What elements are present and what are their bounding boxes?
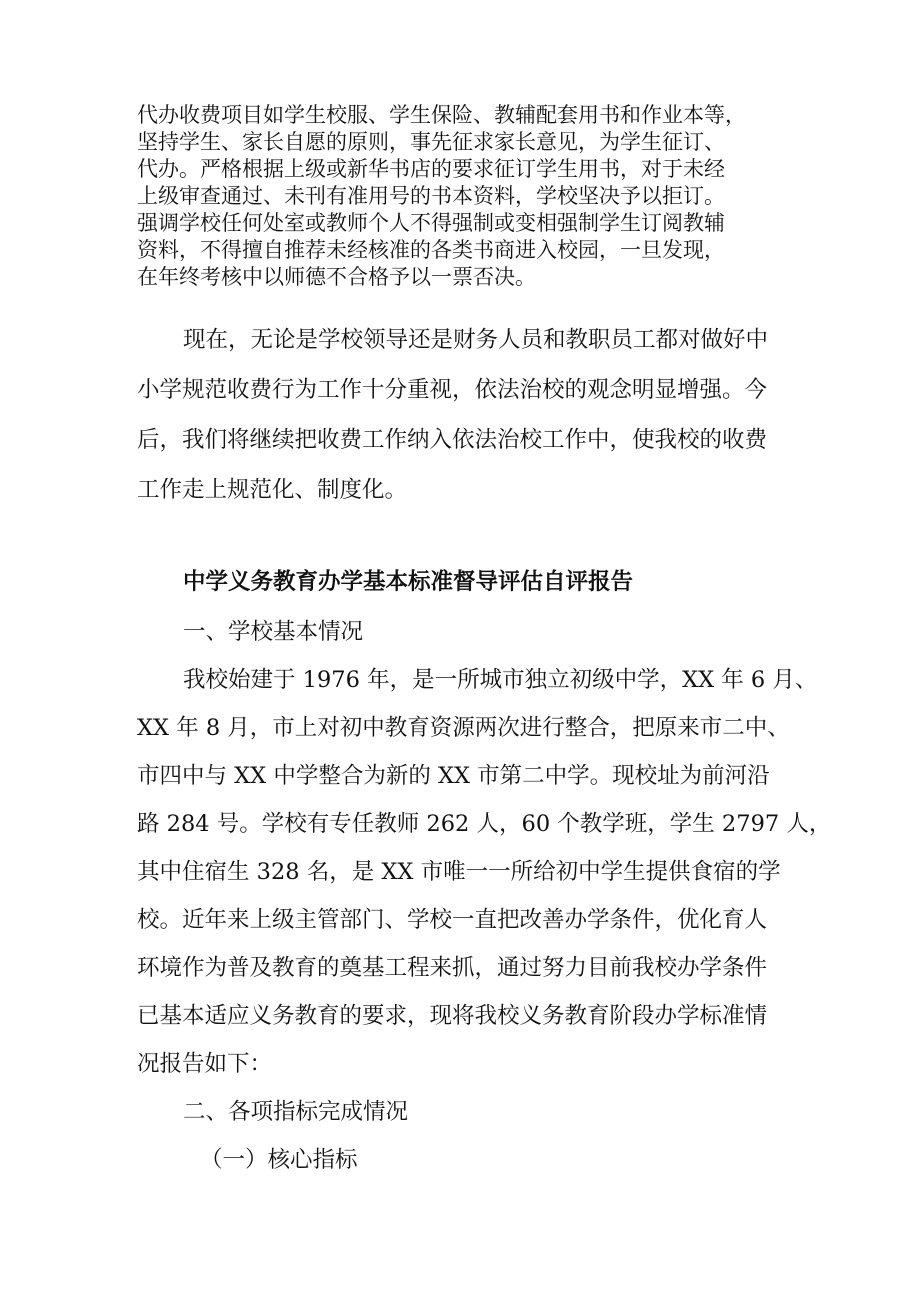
paragraph-line: 我校始建于 1976 年，是一所城市独立初级中学，XX 年 6 月、 xyxy=(183,667,818,693)
subsection-heading: （一）核心指标 xyxy=(200,1147,358,1173)
paragraph-line: 市四中与 XX 中学整合为新的 XX 市第二中学。现校址为前河沿 xyxy=(137,763,770,789)
paragraph-line: 代办。严格根据上级或新华书店的要求征订学生用书，对于未经 xyxy=(137,157,725,181)
paragraph-line: 工作走上规范化、制度化。 xyxy=(137,477,408,503)
report-title: 中学义务教育办学基本标准督导评估自评报告 xyxy=(183,569,634,595)
paragraph-line: 代办收费项目如学生校服、学生保险、教辅配套用书和作业本等， xyxy=(137,103,746,127)
paragraph-line: 强调学校任何处室或教师个人不得强制或变相强制学生订阅教辅 xyxy=(137,211,725,235)
paragraph-line: 校。近年来上级主管部门、学校一直把改善办学条件，优化育人 xyxy=(137,907,768,933)
section-heading: 一、学校基本情况 xyxy=(183,619,364,645)
paragraph-line: 后，我们将继续把收费工作纳入依法治校工作中，使我校的收费 xyxy=(137,427,768,453)
paragraph-line: 坚持学生、家长自愿的原则，事先征求家长意见，为学生征订、 xyxy=(137,130,725,154)
paragraph-line: 小学规范收费行为工作十分重视，依法治校的观念明显增强。今 xyxy=(137,377,768,403)
paragraph-line: 资料，不得擅自推荐未经核准的各类书商进入校园，一旦发现， xyxy=(137,238,725,262)
paragraph-line: 况报告如下： xyxy=(137,1051,273,1077)
paragraph-line: 路 284 号。学校有专任教师 262 人，60 个教学班，学生 2797 人， xyxy=(137,811,832,837)
paragraph-line: XX 年 8 月，市上对初中教育资源两次进行整合，把原来市二中、 xyxy=(137,715,790,741)
section-heading: 二、各项指标完成情况 xyxy=(183,1099,409,1125)
paragraph-line: 环境作为普及教育的奠基工程来抓，通过努力目前我校办学条件 xyxy=(137,955,768,981)
paragraph-line: 已基本适应义务教育的要求，现将我校义务教育阶段办学标准情 xyxy=(137,1003,768,1029)
paragraph-line: 在年终考核中以师德不合格予以一票否决。 xyxy=(137,265,536,289)
paragraph-line: 上级审查通过、未刊有准用号的书本资料，学校坚决予以拒订。 xyxy=(137,184,725,208)
paragraph-line: 现在，无论是学校领导还是财务人员和教职员工都对做好中 xyxy=(183,327,769,353)
paragraph-line: 其中住宿生 328 名，是 XX 市唯一一所给初中学生提供食宿的学 xyxy=(137,859,781,885)
